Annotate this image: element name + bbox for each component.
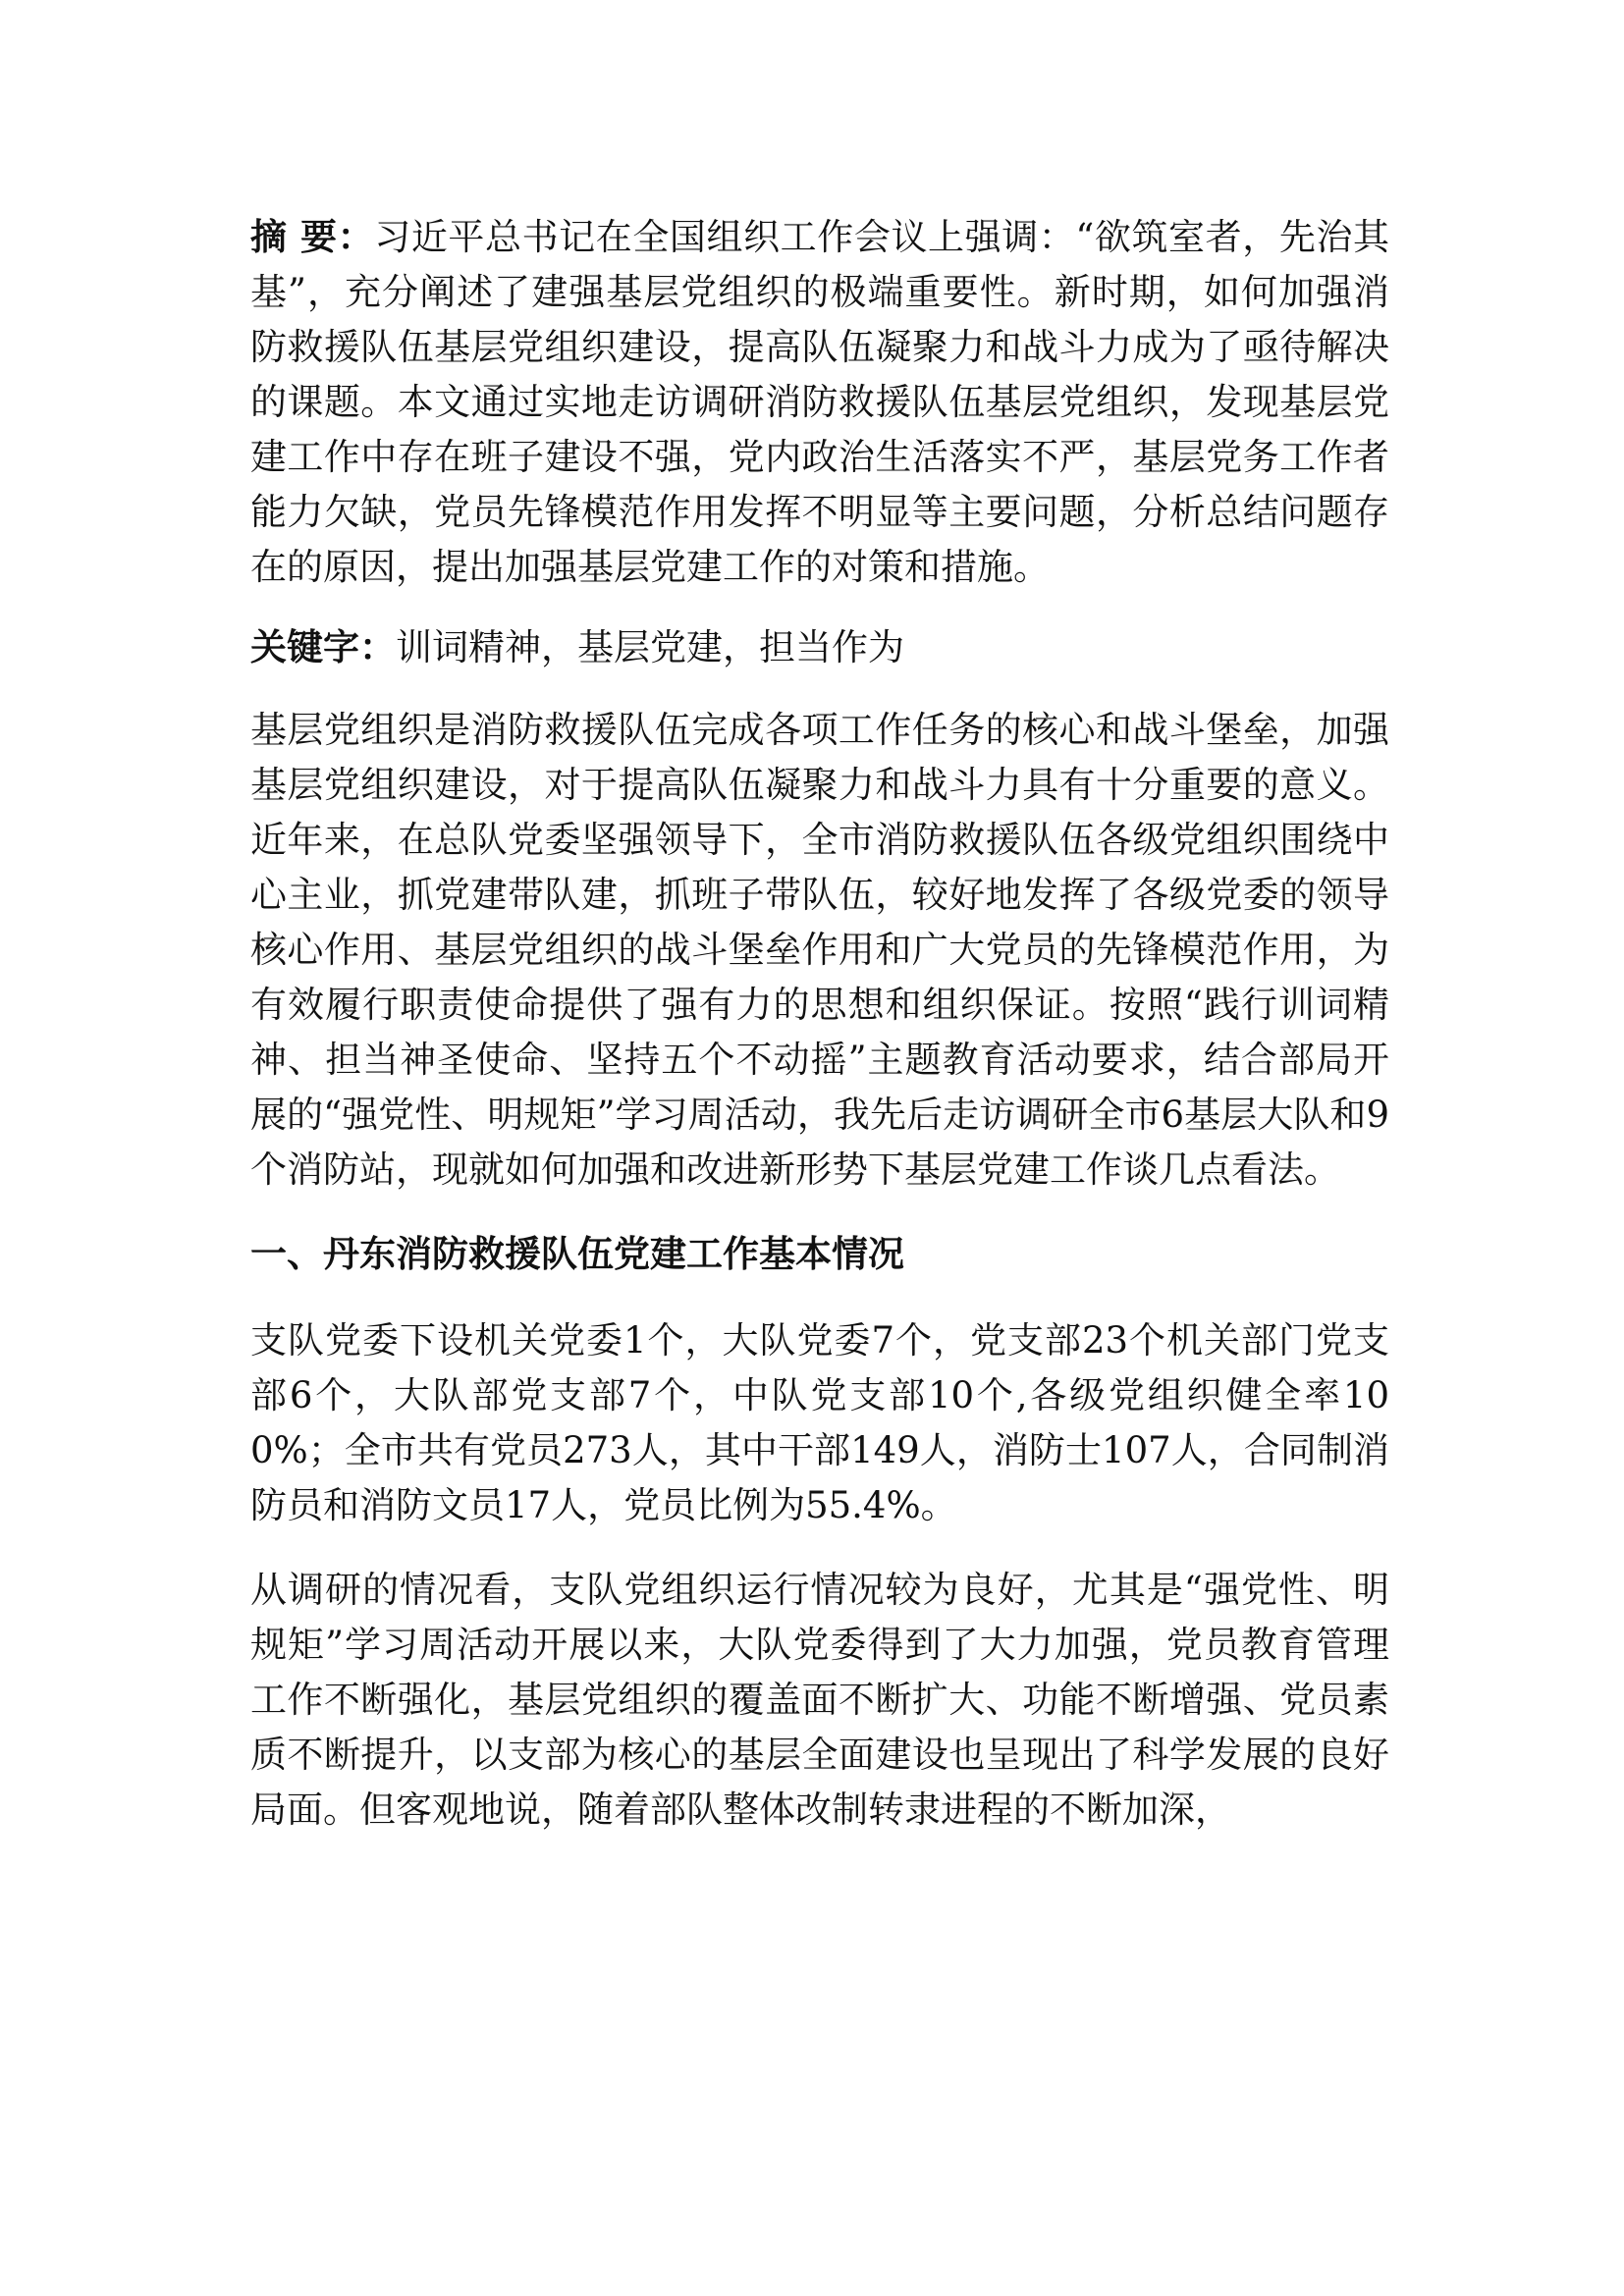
section-paragraph-2: 从调研的情况看，支队党组织运行情况较为良好，尤其是“强党性、明规矩”学习周活动开展以来，大队党委得到了大力加强，党员教育管理工作不断强化，基层党组织的覆盖面不断扩大、功能不断增强、党员素质不断提升，以支部为核心的基层全面建设也呈现出了科学发展的良好局面。但客观地说，随着部队整体改制转隶进程的不断加深，	[250, 1569, 1389, 1831]
keywords-label: 关键字：	[250, 626, 396, 668]
section-paragraph-1: 支队党委下设机关党委1个，大队党委7个，党支部23个机关部门党支部6个，大队部党支部7个，中队党支部10个,各级党组织健全率100%；全市共有党员273人，其中干部149人，消防士107人，合同制消防员和消防文员17人，党员比例为55.4%。	[250, 1319, 1389, 1526]
section-heading: 一、丹东消防救援队伍党建工作基本情况	[250, 1233, 904, 1275]
abstract-text: 习近平总书记在全国组织工作会议上强调：“欲筑室者，先治其基”，充分阐述了建强基层党组织的极端重要性。新时期，如何加强消防救援队伍基层党组织建设，提高队伍凝聚力和战斗力成为了亟待解决的课题。本文通过实地走访调研消防救援队伍基层党组织，发现基层党建工作中存在班子建设不强，党内政治生活落实不严，基层党务工作者能力欠缺，党员先锋模范作用发挥不明显等主要问题，分析总结问题存在的原因，提出加强基层党建工作的对策和措施。	[250, 216, 1389, 588]
keywords-text: 训词精神，基层党建，担当作为	[396, 626, 904, 668]
keywords-paragraph	[250, 620, 1389, 675]
abstract-label: 摘 要：	[250, 216, 375, 258]
document-page	[250, 210, 1389, 1838]
intro-paragraph: 基层党组织是消防救援队伍完成各项工作任务的核心和战斗堡垒，加强基层党组织建设，对于提高队伍凝聚力和战斗力具有十分重要的意义。近年来，在总队党委坚强领导下，全市消防救援队伍各级党组织围绕中心主业，抓党建带队建，抓班子带队伍，较好地发挥了各级党委的领导核心作用、基层党组织的战斗堡垒作用和广大党员的先锋模范作用，为有效履行职责使命提供了强有力的思想和组织保证。按照“践行训词精神、担当神圣使命、坚持五个不动摇”主题教育活动要求，结合部局开展的“强党性、明规矩”学习周活动，我先后走访调研全市6基层大队和9个消防站，现就如何加强和改进新形势下基层党建工作谈几点看法。	[250, 709, 1389, 1191]
abstract-paragraph	[250, 210, 1389, 595]
